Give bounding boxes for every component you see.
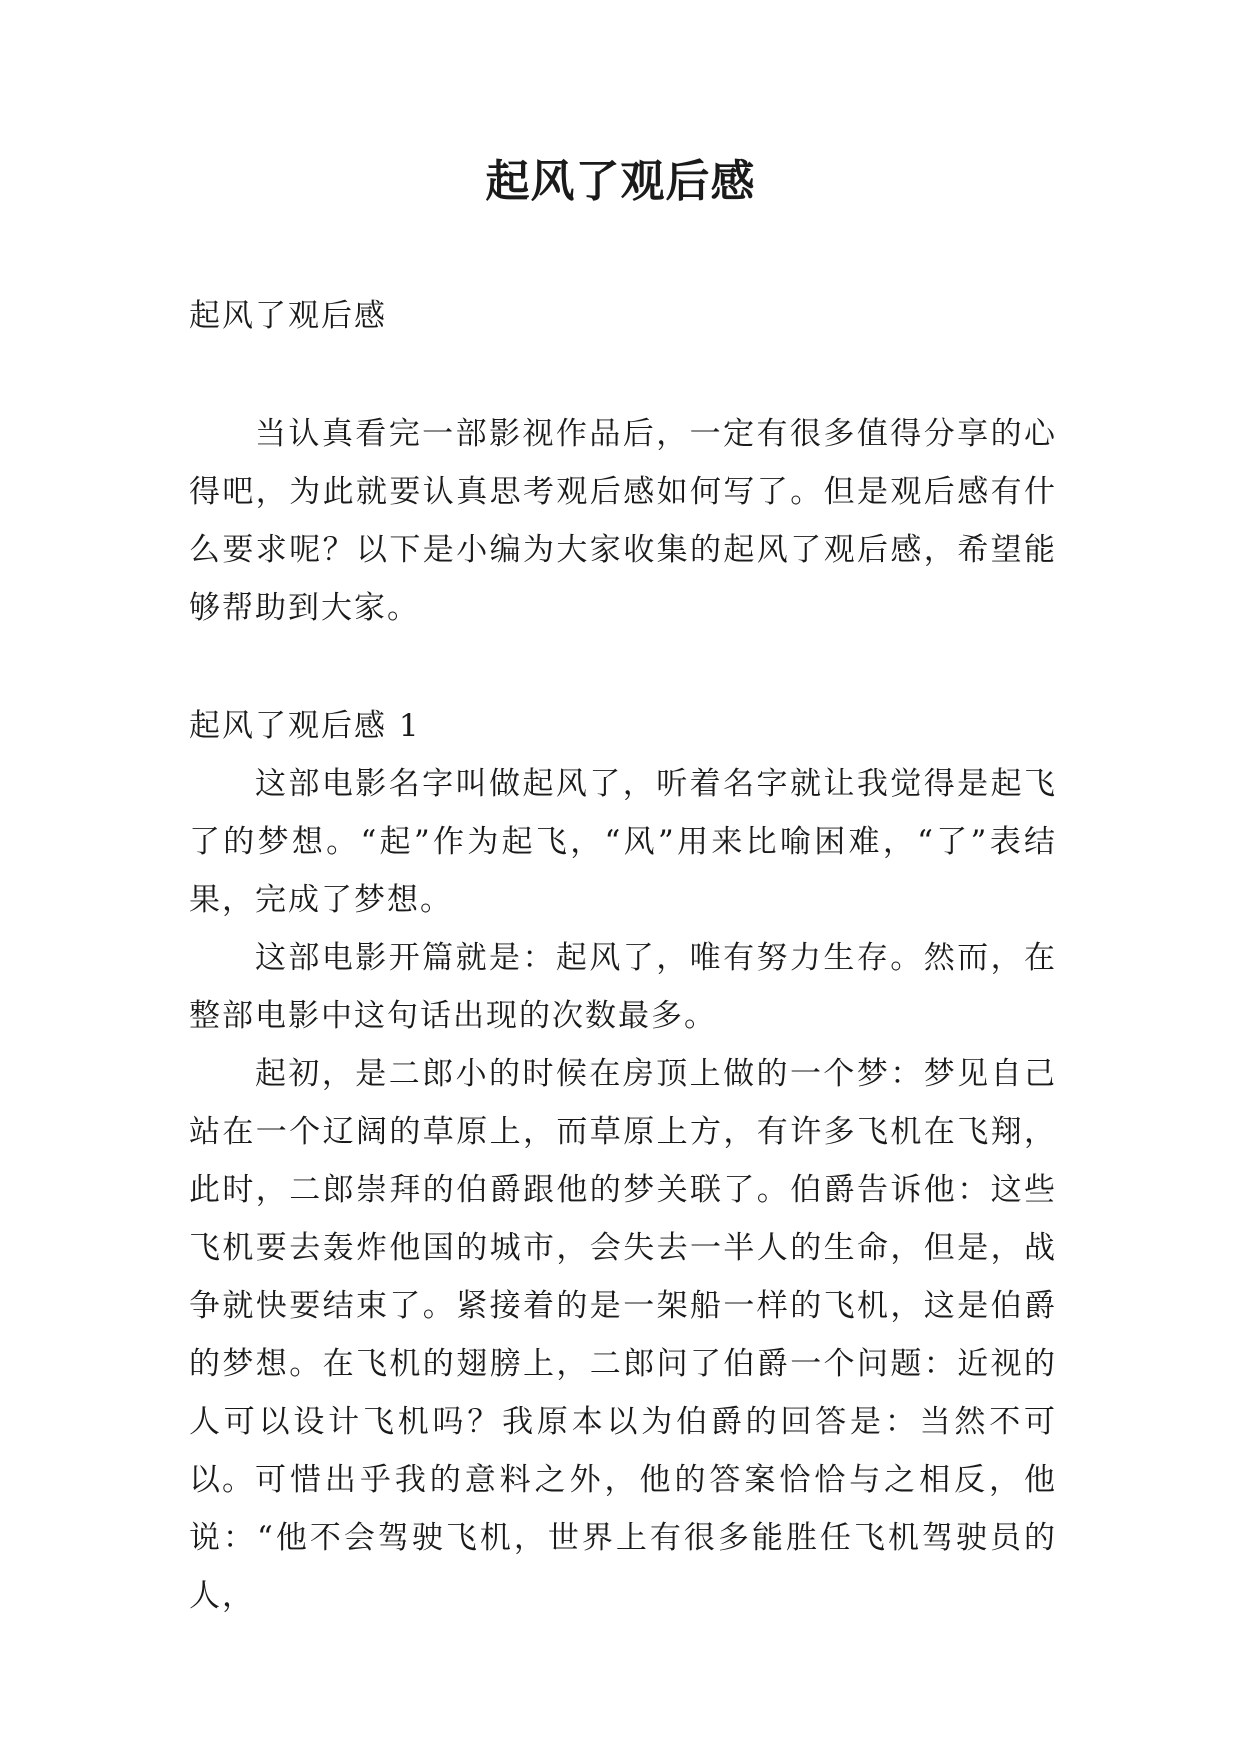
body-paragraph: 起初，是二郎小的时候在房顶上做的一个梦：梦见自己站在一个辽阔的草原上，而草原上方，有许多飞机在飞翔，此时，二郎崇拜的伯爵跟他的梦关联了。伯爵告诉他：这些飞机要去轰炸他国的城市，会失去一半人的生命，但是，战争就快要结束了。紧接着的是一架船一样的飞机，这是伯爵的梦想。在飞机的翅膀上，二郎问了伯爵一个问题：近视的人可以设计飞机吗？我原本以为伯爵的回答是：当然不可以。 bbox=[189, 1056, 1057, 1498]
body-paragraph: 可惜出乎我的意料之外，他的答案恰恰与之相反，他说：“他不会驾驶飞机，世界上有很多能胜任飞机驾驶员的人， bbox=[189, 1462, 1057, 1614]
document-title: 起风了观后感 bbox=[485, 156, 756, 207]
body-paragraph: 这部电影开篇就是：起风了，唯有努力生存。然而，在整部电影中这句话出现的次数最多。 bbox=[189, 940, 1057, 1034]
body-paragraph: 这部电影名字叫做起风了，听着名字就让我觉得是起飞了的梦想。“起”作为起飞，“风”用来比喻困难，“了”表结果，完成了梦想。 bbox=[189, 766, 1057, 918]
intro-paragraph: 当认真看完一部影视作品后，一定有很多值得分享的心得吧，为此就要认真思考观后感如何写了。但是观后感有什么要求呢？以下是小编为大家收集的起风了观后感，希望能够帮助到大家。 bbox=[189, 416, 1057, 626]
document-subtitle: 起风了观后感 bbox=[189, 298, 387, 334]
section-heading: 起风了观后感 1 bbox=[189, 708, 421, 744]
